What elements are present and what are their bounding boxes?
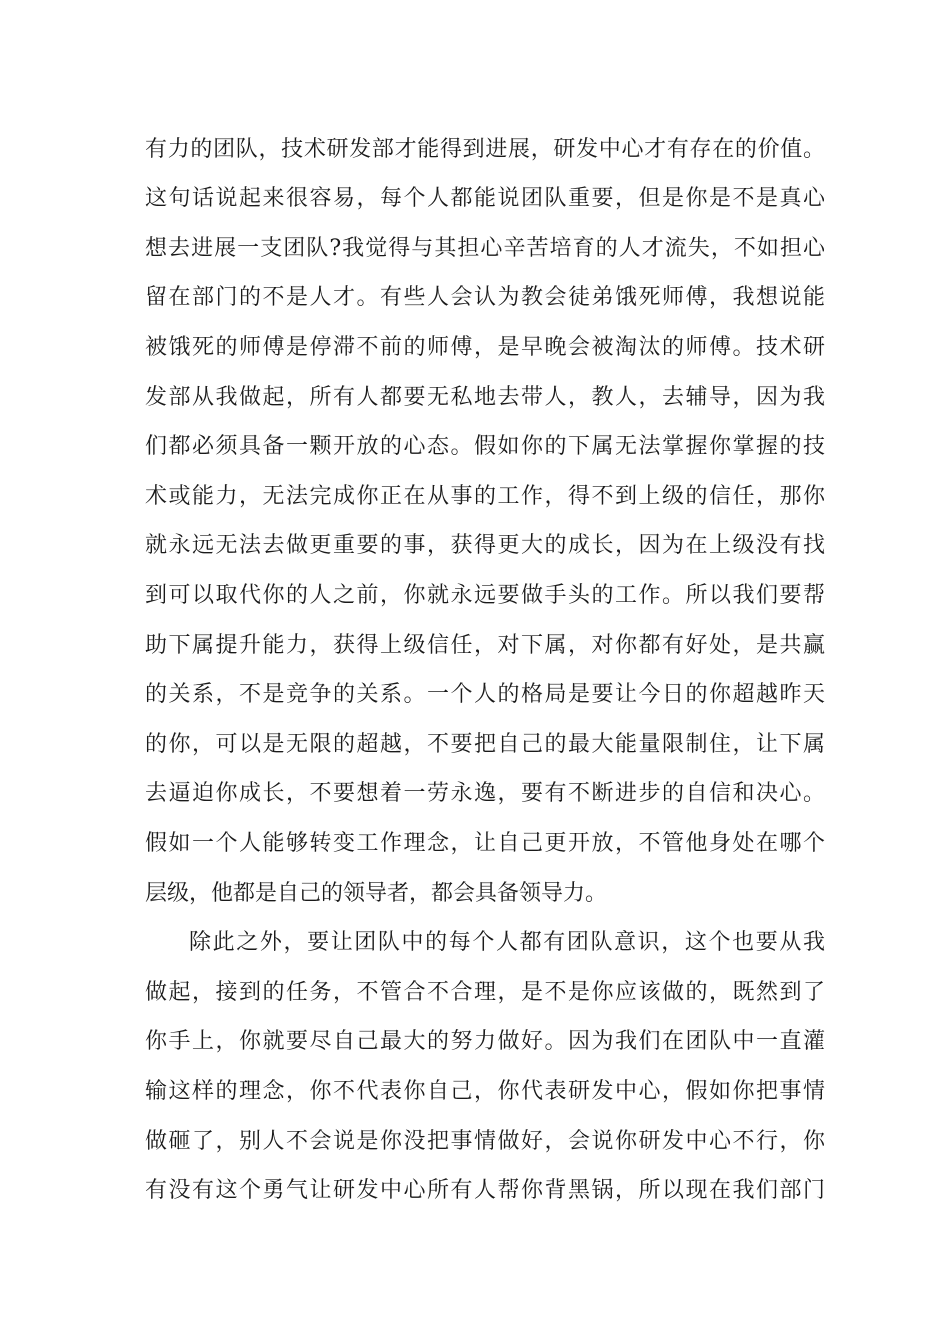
paragraph-1-line-8: 术或能力，无法完成你正在从事的工作，得不到上级的信任，那你 [145, 484, 825, 509]
paragraph-2-line-4: 输这样的理念，你不代表你自己，你代表研发中心，假如你把事情 [145, 1079, 825, 1104]
paragraph-1-line-16: 层级，他都是自己的领导者，都会具备领导力。 [145, 881, 608, 906]
paragraph-1-line-11: 助下属提升能力，获得上级信任，对下属，对你都有好处，是共赢 [145, 633, 825, 658]
paragraph-2-line-6: 有没有这个勇气让研发中心所有人帮你背黑锅，所以现在我们部门 [145, 1178, 825, 1203]
paragraph-1-line-15: 假如一个人能够转变工作理念，让自己更开放，不管他身处在哪个 [145, 831, 825, 856]
paragraph-1-line-9: 就永远无法去做更重要的事，获得更大的成长，因为在上级没有找 [145, 533, 825, 558]
paragraph-1-line-10: 到可以取代你的人之前，你就永远要做手头的工作。所以我们要帮 [145, 583, 825, 608]
paragraph-1-line-4: 留在部门的不是人才。有些人会认为教会徒弟饿死师傅，我想说能 [145, 285, 825, 310]
paragraph-1-line-5: 被饿死的师傅是停滞不前的师傅，是早晚会被淘汰的师傅。技术研 [145, 335, 825, 360]
paragraph-1-line-12: 的关系，不是竞争的关系。一个人的格局是要让今日的你超越昨天 [145, 682, 825, 707]
paragraph-1-line-14: 去逼迫你成长，不要想着一劳永逸，要有不断进步的自信和决心。 [145, 781, 825, 806]
paragraph-1-line-13: 的你，可以是无限的超越，不要把自己的最大能量限制住，让下属 [145, 732, 825, 757]
paragraph-1-line-2: 这句话说起来很容易，每个人都能说团队重要，但是你是不是真心 [145, 186, 825, 211]
paragraph-2-line-1: 除此之外，要让团队中的每个人都有团队意识，这个也要从我 [189, 930, 825, 955]
paragraph-1-line-7: 们都必须具备一颗开放的心态。假如你的下属无法掌握你掌握的技 [145, 434, 825, 459]
paragraph-1-line-3: 想去进展一支团队?我觉得与其担心辛苦培育的人才流失，不如担心 [145, 236, 825, 261]
paragraph-2-line-3: 你手上，你就要尽自己最大的努力做好。因为我们在团队中一直灌 [145, 1029, 825, 1054]
paragraph-1-line-1: 有力的团队，技术研发部才能得到进展，研发中心才有存在的价值。 [145, 137, 825, 162]
paragraph-1-line-6: 发部从我做起，所有人都要无私地去带人，教人，去辅导，因为我 [145, 385, 825, 410]
paragraph-2-line-5: 做砸了，别人不会说是你没把事情做好，会说你研发中心不行，你 [145, 1129, 825, 1154]
paragraph-2-line-2: 做起，接到的任务，不管合不合理，是不是你应该做的，既然到了 [145, 980, 825, 1005]
